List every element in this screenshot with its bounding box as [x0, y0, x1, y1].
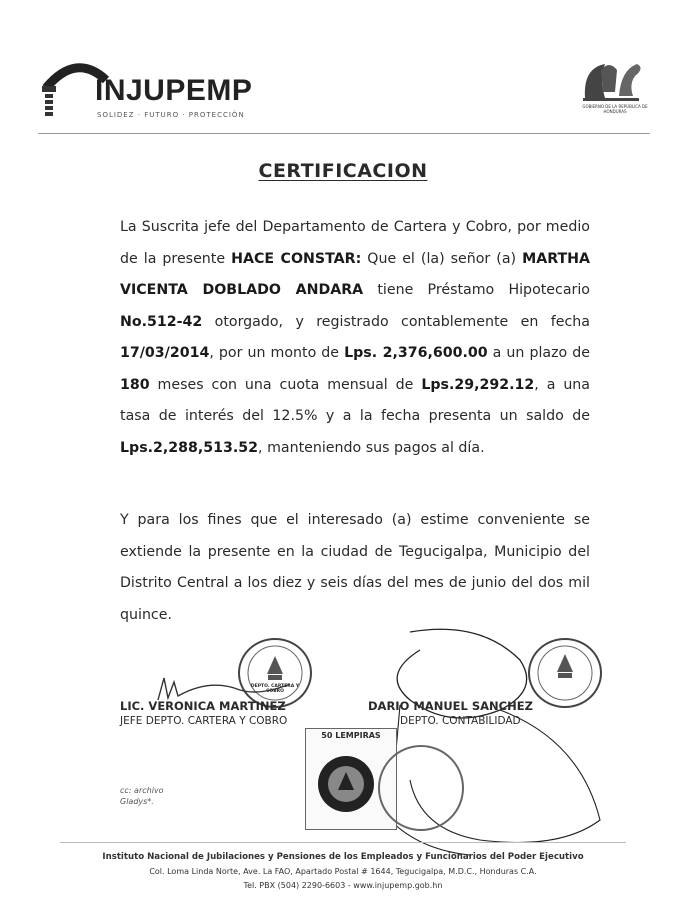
- loan-date: 17/03/2014: [120, 345, 210, 361]
- brand-name: INJUPEMP: [95, 74, 253, 107]
- hace-constar-label: HACE CONSTAR:: [231, 250, 362, 267]
- closing-paragraph: Y para los fines que el interesado (a) estime conveniente se extiende la presente en la ciudad de Tegucigalpa, Municipio del Distrito Central a los diez y seis días del mes de junio del dos mil quince.: [120, 512, 590, 623]
- loan-balance: Lps.2,288,513.52: [120, 439, 259, 456]
- loan-number: No.512-42: [120, 313, 203, 330]
- header-divider: [38, 133, 650, 134]
- stamp-text: DEPTO. CARTERA Y COBRO: [250, 684, 300, 694]
- government-label: GOBIERNO DE LA REPÚBLICA DE HONDURAS: [582, 104, 648, 114]
- loan-amount: Lps. 2,376,600.00: [344, 345, 488, 361]
- footer-contact: Tel. PBX (504) 2290-6603 - www.injupemp.gob.hn: [243, 881, 443, 890]
- certification-paragraph: La Suscrita jefe del Departamento de Cartera y Cobro, por medio de la presente HACE CONSTAR: Que el (la) señor (a) MARTHA VICENTA DOBLADO ANDARA tiene Préstamo Hipotecario No.512-42 otorgado, y registrado contablemente en fecha 17/03/2014, por un monto de Lps. 2,376,600.00 a un plazo de 180 meses con una cuota mensual de Lps.29,292.12, a una tasa de interés del 12.5% y a la fecha presenta un saldo de Lps.2,288,513.52, manteniendo sus pagos al día.: [120, 219, 591, 456]
- left-signer-name: LIC. VERONICA MARTINEZ: [120, 699, 286, 713]
- loan-term: 180: [120, 376, 150, 393]
- brand-tagline: SOLIDEZ · FUTURO · PROTECCIÓN: [97, 111, 245, 119]
- left-signer-role: JEFE DEPTO. CARTERA Y COBRO: [120, 715, 288, 727]
- footer-address: Col. Loma Linda Norte, Ave. La FAO, Apartado Postal # 1644, Tegucigalpa, M.D.C., Honduras C.A.: [149, 867, 537, 876]
- document-initials: cc: archivo Gladys*.: [120, 786, 164, 806]
- government-seal-icon: [575, 58, 647, 104]
- right-signer-name: DARIO MANUEL SANCHEZ: [368, 699, 533, 713]
- revenue-stamp-value: 50 LEMPIRAS: [321, 731, 381, 740]
- seal-stamp: [378, 745, 464, 831]
- beneficiary-name: MARTHA VICENTA DOBLADO ANDARA: [120, 250, 591, 298]
- footer-institution: Instituto Nacional de Jubilaciones y Pensiones de los Empleados y Funcionarios del Poder Ejecutivo: [102, 852, 584, 862]
- monthly-installment: Lps.29,292.12: [421, 376, 535, 393]
- right-signer-role: DEPTO. CONTABILIDAD: [400, 715, 521, 727]
- document-title: CERTIFICACION: [258, 160, 428, 182]
- footer-divider: [60, 842, 626, 843]
